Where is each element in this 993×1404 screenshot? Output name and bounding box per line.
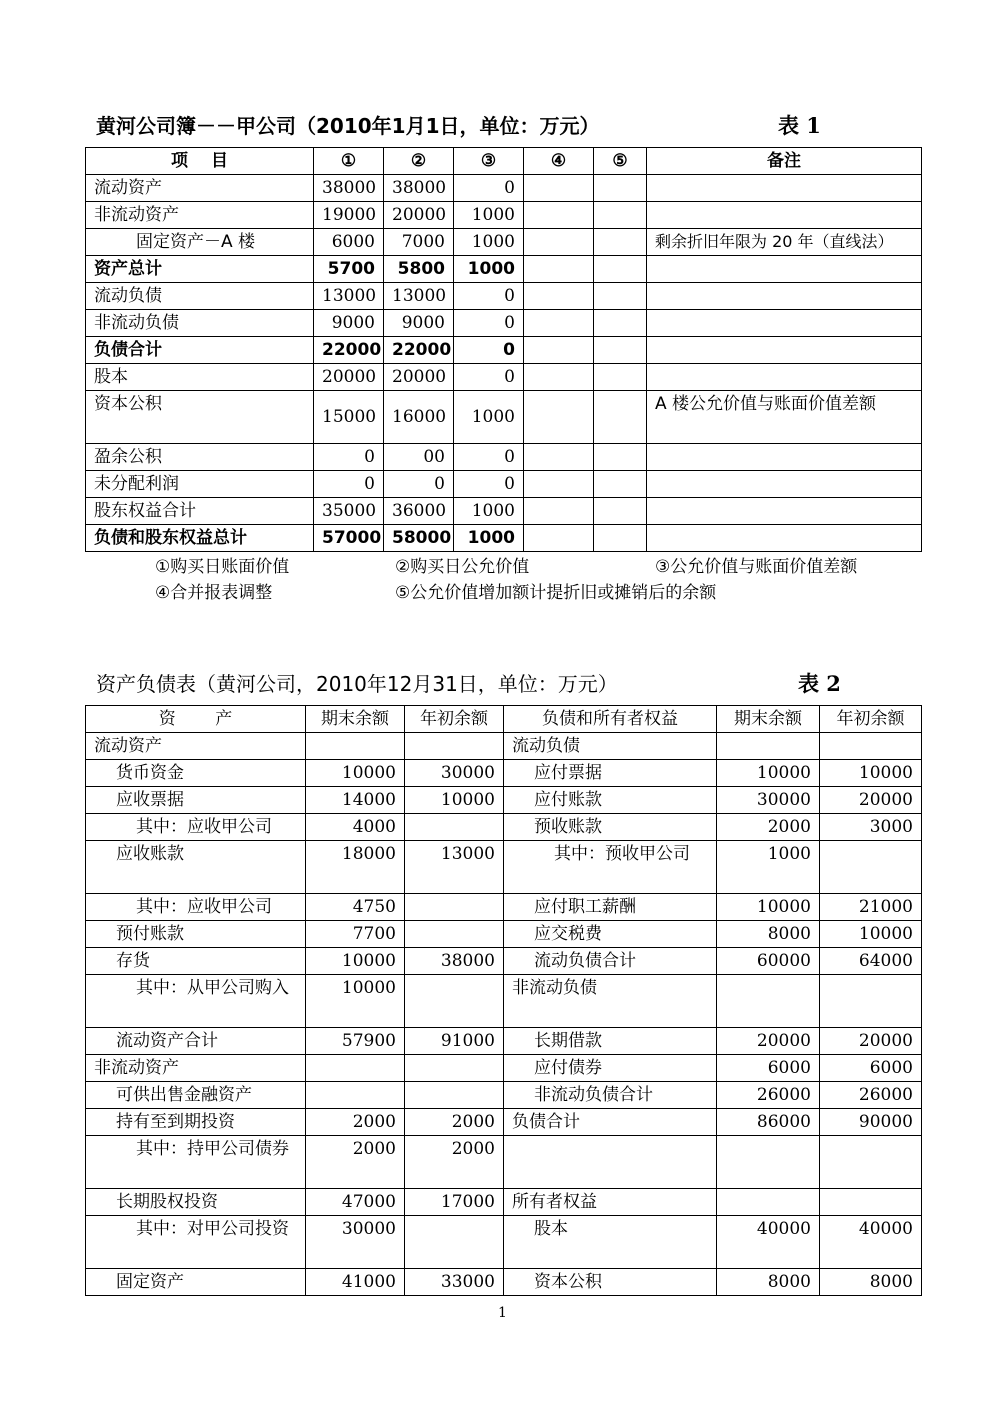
row-c2: 16000 xyxy=(384,391,454,444)
asset-begin: 17000 xyxy=(405,1189,504,1216)
row-c5 xyxy=(594,337,647,364)
row-c2: 0 xyxy=(384,471,454,498)
liability-end: 6000 xyxy=(717,1055,820,1082)
table-row xyxy=(86,391,922,444)
row-c2: 58000 xyxy=(384,525,454,552)
table1-header-c5: ⑤ xyxy=(594,148,647,175)
row-note xyxy=(647,525,922,552)
table-row xyxy=(86,1082,922,1109)
row-c4 xyxy=(524,256,594,283)
liability-label: 流动负债 xyxy=(504,733,717,760)
liability-begin: 10000 xyxy=(820,760,922,787)
asset-end: 30000 xyxy=(306,1216,405,1269)
asset-label: 流动资产合计 xyxy=(86,1028,306,1055)
row-c1: 22000 xyxy=(314,337,384,364)
legend-item: ①购买日账面价值 xyxy=(155,557,290,577)
liability-begin: 10000 xyxy=(820,921,922,948)
row-c5 xyxy=(594,391,647,444)
row-item: 股本 xyxy=(86,364,314,391)
table2 xyxy=(85,705,922,1296)
row-c3: 0 xyxy=(454,364,524,391)
liability-end xyxy=(717,1136,820,1189)
asset-label: 应收账款 xyxy=(86,841,306,894)
liability-end: 2000 xyxy=(717,814,820,841)
row-note xyxy=(647,175,922,202)
row-c4 xyxy=(524,337,594,364)
row-c3: 1000 xyxy=(454,498,524,525)
liability-label: 应交税费 xyxy=(504,921,717,948)
row-note xyxy=(647,310,922,337)
table-row xyxy=(86,202,922,229)
asset-end xyxy=(306,1082,405,1109)
row-note: A 楼公允价值与账面价值差额 xyxy=(647,391,922,444)
table-row xyxy=(86,1109,922,1136)
row-c4 xyxy=(524,525,594,552)
asset-label: 其中：对甲公司投资 xyxy=(86,1216,306,1269)
liability-end: 10000 xyxy=(717,760,820,787)
table-row xyxy=(86,364,922,391)
table-row xyxy=(86,471,922,498)
liability-end: 26000 xyxy=(717,1082,820,1109)
row-c1: 19000 xyxy=(314,202,384,229)
row-c1: 9000 xyxy=(314,310,384,337)
asset-end: 4000 xyxy=(306,814,405,841)
row-note xyxy=(647,337,922,364)
row-c1: 20000 xyxy=(314,364,384,391)
asset-end xyxy=(306,1055,405,1082)
asset-begin: 33000 xyxy=(405,1269,504,1296)
table-row xyxy=(86,1136,922,1189)
row-c1: 15000 xyxy=(314,391,384,444)
liability-label: 股本 xyxy=(504,1216,717,1269)
row-c5 xyxy=(594,256,647,283)
liability-begin: 20000 xyxy=(820,1028,922,1055)
row-c1: 5700 xyxy=(314,256,384,283)
asset-end: 57900 xyxy=(306,1028,405,1055)
row-c3: 1000 xyxy=(454,229,524,256)
liability-label: 所有者权益 xyxy=(504,1189,717,1216)
row-c2: 5800 xyxy=(384,256,454,283)
asset-label: 其中：从甲公司购入 xyxy=(86,975,306,1028)
table-row xyxy=(86,948,922,975)
liability-end: 8000 xyxy=(717,1269,820,1296)
asset-begin xyxy=(405,921,504,948)
liability-begin xyxy=(820,1189,922,1216)
row-c3: 0 xyxy=(454,471,524,498)
row-c1: 0 xyxy=(314,444,384,471)
row-c1: 13000 xyxy=(314,283,384,310)
liability-end xyxy=(717,1189,820,1216)
table-row xyxy=(86,814,922,841)
table-row xyxy=(86,175,922,202)
liability-label: 应付票据 xyxy=(504,760,717,787)
table-row xyxy=(86,256,922,283)
row-c1: 6000 xyxy=(314,229,384,256)
liability-begin: 3000 xyxy=(820,814,922,841)
asset-label: 固定资产 xyxy=(86,1269,306,1296)
row-c3: 1000 xyxy=(454,525,524,552)
table1-header-c2: ② xyxy=(384,148,454,175)
legend-item: ③公允价值与账面价值差额 xyxy=(655,557,858,577)
liability-end: 20000 xyxy=(717,1028,820,1055)
row-c3: 0 xyxy=(454,444,524,471)
liability-begin: 64000 xyxy=(820,948,922,975)
row-c5 xyxy=(594,229,647,256)
row-c4 xyxy=(524,364,594,391)
table2-header-asset-end: 期末余额 xyxy=(306,706,405,733)
table-row xyxy=(86,760,922,787)
row-c3: 1000 xyxy=(454,391,524,444)
table2-header-liability: 负债和所有者权益 xyxy=(504,706,717,733)
row-item: 非流动资产 xyxy=(86,202,314,229)
row-c2: 7000 xyxy=(384,229,454,256)
row-c2: 00 xyxy=(384,444,454,471)
row-c5 xyxy=(594,525,647,552)
table1-header-c3: ③ xyxy=(454,148,524,175)
asset-end: 4750 xyxy=(306,894,405,921)
liability-begin xyxy=(820,841,922,894)
asset-label: 存货 xyxy=(86,948,306,975)
table-row xyxy=(86,310,922,337)
row-c1: 0 xyxy=(314,471,384,498)
liability-begin: 6000 xyxy=(820,1055,922,1082)
liability-end: 30000 xyxy=(717,787,820,814)
table1-header-c4: ④ xyxy=(524,148,594,175)
row-item: 盈余公积 xyxy=(86,444,314,471)
row-c3: 1000 xyxy=(454,202,524,229)
row-c4 xyxy=(524,283,594,310)
row-item: 非流动负债 xyxy=(86,310,314,337)
row-note: 剩余折旧年限为 20 年（直线法） xyxy=(647,229,922,256)
table2-header-liability-end: 期末余额 xyxy=(717,706,820,733)
liability-begin: 21000 xyxy=(820,894,922,921)
table2-header-asset: 资 产 xyxy=(86,706,306,733)
row-c2: 20000 xyxy=(384,202,454,229)
row-note xyxy=(647,471,922,498)
row-item: 流动负债 xyxy=(86,283,314,310)
table2-header-liability-begin: 年初余额 xyxy=(820,706,922,733)
liability-begin: 90000 xyxy=(820,1109,922,1136)
row-c3: 1000 xyxy=(454,256,524,283)
row-c5 xyxy=(594,498,647,525)
row-c1: 38000 xyxy=(314,175,384,202)
asset-end: 10000 xyxy=(306,948,405,975)
table-row xyxy=(86,444,922,471)
table-row xyxy=(86,1055,922,1082)
row-item: 负债合计 xyxy=(86,337,314,364)
row-item: 流动资产 xyxy=(86,175,314,202)
asset-label: 应收票据 xyxy=(86,787,306,814)
table-row xyxy=(86,337,922,364)
row-c4 xyxy=(524,471,594,498)
asset-begin: 2000 xyxy=(405,1109,504,1136)
asset-begin xyxy=(405,1082,504,1109)
asset-end: 10000 xyxy=(306,760,405,787)
asset-end: 47000 xyxy=(306,1189,405,1216)
row-c1: 57000 xyxy=(314,525,384,552)
row-note xyxy=(647,202,922,229)
table-row xyxy=(86,975,922,1028)
row-c5 xyxy=(594,175,647,202)
row-c4 xyxy=(524,229,594,256)
table1-header-item: 项 目 xyxy=(86,148,314,175)
table-row xyxy=(86,498,922,525)
asset-begin: 13000 xyxy=(405,841,504,894)
table-row xyxy=(86,787,922,814)
legend-item: ④合并报表调整 xyxy=(155,583,273,603)
legend-item: ②购买日公允价值 xyxy=(395,557,530,577)
table-row xyxy=(86,894,922,921)
row-c4 xyxy=(524,498,594,525)
row-note xyxy=(647,283,922,310)
asset-label: 货币资金 xyxy=(86,760,306,787)
liability-label: 资本公积 xyxy=(504,1269,717,1296)
liability-label: 非流动负债 xyxy=(504,975,717,1028)
liability-label: 非流动负债合计 xyxy=(504,1082,717,1109)
asset-begin: 10000 xyxy=(405,787,504,814)
table-row xyxy=(86,921,922,948)
asset-label: 持有至到期投资 xyxy=(86,1109,306,1136)
table-row xyxy=(86,525,922,552)
liability-label: 长期借款 xyxy=(504,1028,717,1055)
row-c4 xyxy=(524,202,594,229)
asset-end: 41000 xyxy=(306,1269,405,1296)
row-c2: 22000 xyxy=(384,337,454,364)
row-c3: 0 xyxy=(454,337,524,364)
liability-label: 负债合计 xyxy=(504,1109,717,1136)
row-c2: 36000 xyxy=(384,498,454,525)
row-item: 负债和股东权益总计 xyxy=(86,525,314,552)
asset-begin xyxy=(405,894,504,921)
table1-header-c1: ① xyxy=(314,148,384,175)
row-c3: 0 xyxy=(454,310,524,337)
asset-begin xyxy=(405,1055,504,1082)
liability-end xyxy=(717,733,820,760)
liability-label: 其中：预收甲公司 xyxy=(504,841,717,894)
asset-begin: 38000 xyxy=(405,948,504,975)
liability-begin: 26000 xyxy=(820,1082,922,1109)
row-c4 xyxy=(524,391,594,444)
row-c3: 0 xyxy=(454,175,524,202)
row-item: 资产总计 xyxy=(86,256,314,283)
table1-title: 黄河公司簿－－甲公司（2010年1月1日，单位：万元） xyxy=(96,114,600,138)
row-c2: 20000 xyxy=(384,364,454,391)
asset-begin: 30000 xyxy=(405,760,504,787)
liability-end: 10000 xyxy=(717,894,820,921)
liability-begin xyxy=(820,1136,922,1189)
asset-end xyxy=(306,733,405,760)
row-c4 xyxy=(524,444,594,471)
liability-end: 60000 xyxy=(717,948,820,975)
row-note xyxy=(647,498,922,525)
table1-header-note: 备注 xyxy=(647,148,922,175)
table2-tag: 表 2 xyxy=(798,671,841,696)
row-c3: 0 xyxy=(454,283,524,310)
asset-label: 流动资产 xyxy=(86,733,306,760)
liability-begin xyxy=(820,733,922,760)
asset-label: 非流动资产 xyxy=(86,1055,306,1082)
liability-begin xyxy=(820,975,922,1028)
table2-title: 资产负债表（黄河公司，2010年12月31日，单位：万元） xyxy=(96,672,618,696)
row-note xyxy=(647,444,922,471)
asset-end: 10000 xyxy=(306,975,405,1028)
table-row xyxy=(86,229,922,256)
liability-begin: 20000 xyxy=(820,787,922,814)
table-row xyxy=(86,1216,922,1269)
row-c4 xyxy=(524,175,594,202)
asset-label: 其中：持甲公司债券 xyxy=(86,1136,306,1189)
row-c5 xyxy=(594,310,647,337)
asset-begin xyxy=(405,814,504,841)
row-c5 xyxy=(594,444,647,471)
table1 xyxy=(85,147,922,552)
table1-tag: 表 1 xyxy=(778,113,821,138)
liability-begin: 40000 xyxy=(820,1216,922,1269)
table-row xyxy=(86,1269,922,1296)
table2-header-row xyxy=(86,706,922,733)
liability-end: 1000 xyxy=(717,841,820,894)
table-row xyxy=(86,283,922,310)
liability-end: 86000 xyxy=(717,1109,820,1136)
row-c5 xyxy=(594,283,647,310)
table-row xyxy=(86,733,922,760)
table-row xyxy=(86,1028,922,1055)
table1-header-row xyxy=(86,148,922,175)
row-c4 xyxy=(524,310,594,337)
row-item: 固定资产－A 楼 xyxy=(86,229,314,256)
asset-label: 长期股权投资 xyxy=(86,1189,306,1216)
page-number: 1 xyxy=(498,1305,507,1321)
asset-begin: 91000 xyxy=(405,1028,504,1055)
liability-label: 预收账款 xyxy=(504,814,717,841)
row-note xyxy=(647,364,922,391)
asset-begin xyxy=(405,733,504,760)
row-c5 xyxy=(594,364,647,391)
liability-end xyxy=(717,975,820,1028)
asset-begin: 2000 xyxy=(405,1136,504,1189)
liability-label: 流动负债合计 xyxy=(504,948,717,975)
liability-end: 40000 xyxy=(717,1216,820,1269)
row-note xyxy=(647,256,922,283)
table-row xyxy=(86,1189,922,1216)
liability-label: 应付职工薪酬 xyxy=(504,894,717,921)
asset-end: 7700 xyxy=(306,921,405,948)
asset-label: 其中：应收甲公司 xyxy=(86,814,306,841)
asset-end: 18000 xyxy=(306,841,405,894)
asset-begin xyxy=(405,975,504,1028)
row-item: 资本公积 xyxy=(86,391,314,444)
asset-label: 其中：应收甲公司 xyxy=(86,894,306,921)
asset-begin xyxy=(405,1216,504,1269)
asset-end: 2000 xyxy=(306,1109,405,1136)
liability-label xyxy=(504,1136,717,1189)
table2-header-asset-begin: 年初余额 xyxy=(405,706,504,733)
asset-end: 2000 xyxy=(306,1136,405,1189)
liability-end: 8000 xyxy=(717,921,820,948)
asset-end: 14000 xyxy=(306,787,405,814)
row-c2: 38000 xyxy=(384,175,454,202)
row-item: 股东权益合计 xyxy=(86,498,314,525)
row-item: 未分配利润 xyxy=(86,471,314,498)
legend-item: ⑤公允价值增加额计提折旧或摊销后的余额 xyxy=(395,583,717,603)
asset-label: 可供出售金融资产 xyxy=(86,1082,306,1109)
table-row xyxy=(86,841,922,894)
liability-begin: 8000 xyxy=(820,1269,922,1296)
row-c5 xyxy=(594,471,647,498)
liability-label: 应付债券 xyxy=(504,1055,717,1082)
liability-label: 应付账款 xyxy=(504,787,717,814)
row-c1: 35000 xyxy=(314,498,384,525)
asset-label: 预付账款 xyxy=(86,921,306,948)
row-c2: 9000 xyxy=(384,310,454,337)
row-c2: 13000 xyxy=(384,283,454,310)
row-c5 xyxy=(594,202,647,229)
